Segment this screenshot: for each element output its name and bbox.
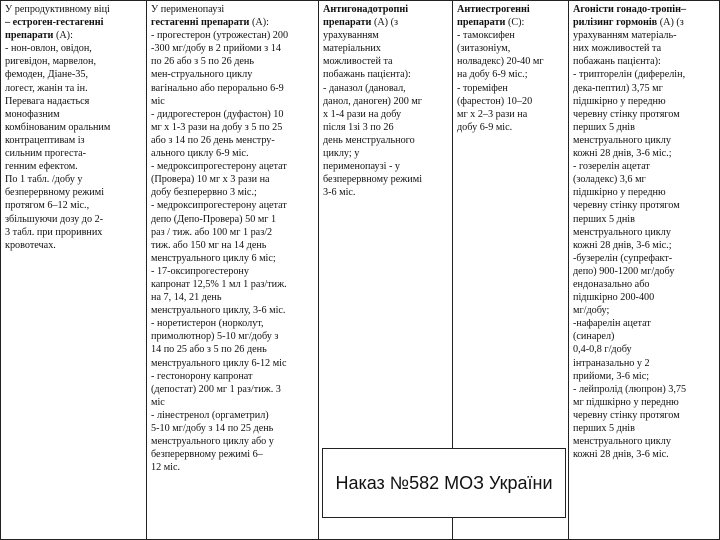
text-line: черевну стінку протягом	[573, 200, 680, 212]
text-line: -нафарелін ацетат	[573, 318, 651, 330]
text-line: депо (Депо-Провера) 50 мг 1	[151, 213, 277, 225]
order-caption: Наказ №582 МОЗ України	[322, 448, 566, 518]
text-line: У репродуктивному віці	[5, 4, 110, 15]
text-line: - трипторелін (диферелін,	[573, 69, 686, 81]
text-line: можливостей та	[323, 56, 393, 68]
text-line: менструального циклу	[573, 436, 671, 448]
text-line: міс	[151, 396, 165, 408]
bold-term: гестагенні препарати	[151, 17, 250, 29]
text-line: перших 5 днів	[573, 121, 635, 133]
text-line: інтраназально у 2	[573, 357, 650, 369]
text-line: - норетистерон (норколут,	[151, 318, 264, 330]
text-line: - нон-овлон, овідон,	[5, 43, 92, 55]
text-line: (синарел)	[573, 331, 615, 343]
text-line: менструального циклу	[573, 134, 671, 146]
text-line: прийоми, 3-6 міс;	[573, 370, 650, 382]
text-line: мг х 2–3 рази на	[457, 108, 528, 120]
column-reproductive-age	[1, 1, 147, 539]
bold-term: Антигонадотропні	[323, 4, 409, 15]
text-line: на добу 6-9 міс.;	[457, 69, 528, 81]
text-line: мг/добу;	[573, 305, 610, 317]
text-line: -бузерелін (супрефакт-	[573, 252, 673, 264]
text-line: - медроксипрогестерону ацетат	[151, 161, 287, 173]
text-line: депо) 900-1200 мг/добу	[573, 265, 675, 277]
text-line: урахуванням матеріаль-	[573, 30, 677, 42]
text-line: день менструального	[323, 134, 415, 146]
text-line	[573, 16, 715, 29]
text-line: фемоден, Діане-35,	[5, 69, 89, 81]
text-line: мг х 1-3 рази на добу з 5 по 25	[151, 121, 283, 133]
term-suffix: (А):	[249, 17, 269, 29]
text-line: генним ефектом.	[5, 161, 78, 173]
text-line	[323, 16, 448, 29]
text-line: менструального циклу, 3-6 міс.	[151, 305, 286, 317]
text-line: (золадекс) 3,6 мг	[573, 174, 646, 186]
text-line: кожні 28 днів, 3-6 міс.	[573, 449, 669, 461]
text-line: 0,4-0,8 г/добу	[573, 344, 632, 356]
text-line: перших 5 днів	[573, 423, 635, 434]
text-line: або з 14 по 26 день менстру-	[151, 134, 275, 146]
text-line: кожні 28 днів, 3-6 міс.;	[573, 148, 672, 160]
text-line: ендоназально або	[573, 278, 650, 290]
text-line: нолвадекс) 20-40 мг	[457, 56, 544, 68]
text-line: примолютнор) 5-10 мг/добу з	[151, 331, 279, 343]
text-line: менструального циклу або у	[151, 436, 274, 448]
text-line: підшкірно у передню	[573, 95, 666, 107]
text-line: контрацептивам із	[5, 134, 85, 146]
bold-term: Агоністи гонадо-тропін–	[573, 4, 687, 15]
term-suffix: (А) (з	[657, 17, 684, 29]
text-line: - медроксипрогестерону ацетат	[151, 200, 287, 212]
text-line: мен-струального циклу	[151, 69, 253, 81]
text-line: менструального циклу 6-12 міс	[151, 357, 287, 369]
text-line: побажань пацієнта):	[323, 69, 411, 81]
text-line: на 7, 14, 21 день	[151, 292, 222, 304]
text-line: ригевідон, марвелон,	[5, 56, 97, 68]
text-line: Перевага надається	[5, 95, 90, 107]
bold-term: Антиестрогенні	[457, 4, 530, 15]
text-line: ального циклу 6-9 міс.	[151, 148, 249, 160]
text-line: (зитазоніум,	[457, 43, 511, 55]
text-line: кровотечах.	[5, 239, 56, 251]
text-line: (Провера) 10 мг х 3 рази на	[151, 174, 270, 186]
text-line: - прогестерон (утрожестан) 200	[151, 30, 289, 42]
text-line: черевну стінку протягом	[573, 108, 680, 120]
text-line: циклу; у	[323, 148, 360, 160]
text-line: У перименопаузі	[151, 4, 225, 15]
text-line: по 26 або з 5 по 26 день	[151, 56, 255, 68]
text-line: 5-10 мг/добу з 14 по 25 день	[151, 423, 274, 434]
text-line: - гозерелін ацетат	[573, 161, 650, 173]
bold-term: препарати	[457, 17, 506, 29]
text-line: сильним прогеста-	[5, 148, 87, 160]
term-suffix: (С):	[505, 17, 525, 29]
text-line: - тореміфен	[457, 82, 508, 94]
text-line: - гестонорону капронат	[151, 370, 253, 382]
text-line: безперервному режимі 6–	[151, 449, 263, 461]
text-line: черевну стінку протягом	[573, 409, 680, 421]
text-line	[457, 3, 564, 16]
text-line: монофазним	[5, 108, 60, 120]
text-line: - даназол (дановал,	[323, 82, 406, 94]
text-line: добу безперервно 3 міс.;	[151, 187, 257, 199]
bold-term: – естроген-гестагенні	[5, 17, 104, 29]
text-line: збільшуючи дозу до 2-	[5, 213, 104, 225]
text-line: комбінованим оральним	[5, 121, 111, 133]
text-line: х 1-4 рази на добу	[323, 108, 402, 120]
text-line	[323, 3, 448, 16]
bold-term: препарати	[5, 30, 54, 42]
text-line: (депостат) 200 мг 1 раз/тиж. 3	[151, 383, 281, 395]
text-line: раз / тиж. або 100 мг 1 раз/2	[151, 226, 273, 238]
text-line: добу 6-9 міс.	[457, 121, 513, 133]
text-line: безперервному режимі	[5, 187, 105, 199]
text-line: кожні 28 днів, 3-6 міс.;	[573, 239, 672, 251]
text-line: мг підшкірно у передню	[573, 396, 679, 408]
text-line: 12 міс.	[151, 462, 181, 474]
text-line: 3-6 міс.	[323, 187, 356, 199]
column-perimenopause-gestagens	[147, 1, 319, 539]
bold-term: рилізинг гормонів	[573, 17, 658, 29]
text-line: дека-пептил) 3,75 мг	[573, 82, 663, 94]
text-line: перших 5 днів	[573, 213, 635, 225]
text-line: - 17-оксипрогестерону	[151, 265, 249, 277]
text-line: менструального циклу	[573, 226, 671, 238]
text-line: данол, даноген) 200 мг	[323, 95, 422, 107]
text-line: них можливостей та	[573, 43, 662, 55]
text-line: побажань пацієнта):	[573, 56, 661, 68]
text-line: - лінестренол (оргаметрил)	[151, 409, 269, 421]
text-line: менструального циклу 6 міс;	[151, 252, 276, 264]
text-line: капронат 12,5% 1 мл 1 раз/тиж.	[151, 278, 287, 290]
text-line: - лейпролід (люпрон) 3,75	[573, 383, 687, 395]
text-line: протягом 6–12 міс.,	[5, 200, 90, 212]
text-line	[457, 16, 564, 29]
text-line	[5, 29, 142, 42]
text-line: урахуванням	[323, 30, 379, 42]
text-line: підшкірно у передню	[573, 187, 666, 199]
text-line: 3 табл. при проривних	[5, 226, 103, 238]
text-line	[151, 16, 314, 29]
text-line: -300 мг/добу в 2 прийоми з 14	[151, 43, 281, 55]
term-suffix: (А) (з	[371, 17, 399, 29]
text-line: вагінально або перорально 6-9	[151, 82, 284, 94]
text-line: (фарестон) 10–20	[457, 95, 533, 107]
text-line	[5, 16, 142, 29]
text-line: підшкірно 200-400	[573, 292, 655, 304]
text-line: міс	[151, 95, 165, 107]
bold-term: препарати	[323, 17, 372, 29]
term-suffix: (А):	[53, 30, 73, 42]
text-line: тиж. або 150 мг на 14 день	[151, 239, 267, 251]
text-line: - тамоксифен	[457, 30, 515, 42]
text-line: логест, жанін та ін.	[5, 82, 88, 94]
text-line: після 1зі 3 по 26	[323, 121, 394, 133]
text-line: матеріальних	[323, 43, 381, 55]
text-line: 14 по 25 або з 5 по 26 день	[151, 344, 267, 356]
text-line: - дидрогестерон (дуфастон) 10	[151, 108, 284, 120]
column-gnrh-agonists	[569, 1, 719, 539]
text-line: безперервному режимі	[323, 174, 423, 186]
text-line: По 1 табл. /добу у	[5, 174, 83, 186]
text-line: перименопаузі - у	[323, 161, 401, 173]
text-line	[573, 3, 715, 16]
